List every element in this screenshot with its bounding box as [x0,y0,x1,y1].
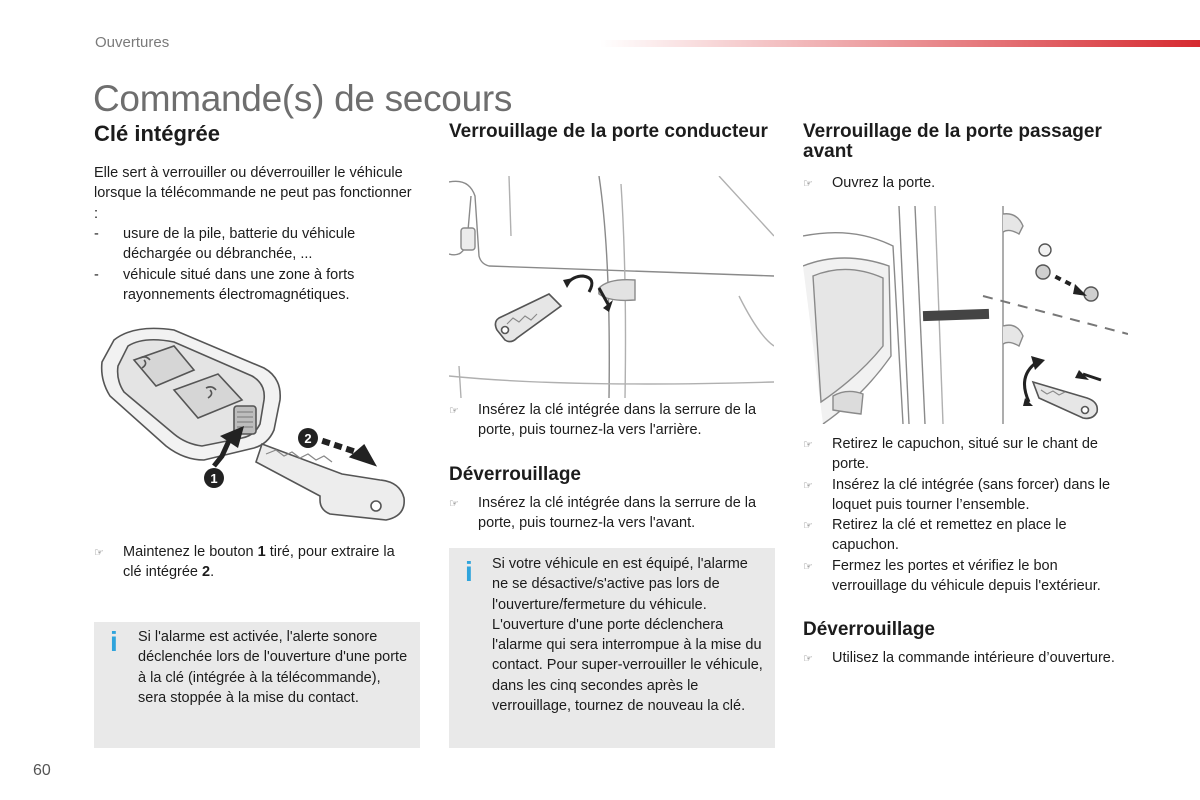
info-icon: i [465,556,473,587]
column-integrated-key [94,122,416,305]
info-box-super-lock [449,548,775,748]
column-passenger-door [803,122,1133,162]
list-item: ☞ Retirez le capuchon, situé sur le chant de porte. [803,436,1098,473]
key-insert-bar [923,309,989,321]
column-driver-door [449,122,779,142]
list-item: - usure de la pile, batterie du véhicule déchargée ou débranchée, ... [94,226,356,263]
pointing-finger-icon: ☞ [803,653,813,665]
pointing-finger-icon: ☞ [803,479,813,492]
list-item: ☞ Utilisez la commande intérieure d’ouverture. [803,648,1133,668]
page-title: Commande(s) de secours [93,78,513,119]
driver-door-illustration [449,176,774,398]
list-item: ☞ Maintenez le bouton 1 tiré, pour extraire la clé intégrée 2. [94,544,395,581]
heading-integrated-key: Clé intégrée [94,121,220,146]
key-blade [256,444,404,520]
header-accent-bar [600,40,1200,47]
heading-driver-door-lock: Verrouillage de la porte conducteur [449,121,768,142]
list-item: ☞ Fermez les portes et vérifiez le bon verrouillage du véhicule depuis l'extérieur. [803,557,1101,595]
pointing-finger-icon: ☞ [94,547,104,559]
cap-arrow [1054,275,1087,296]
intro-paragraph: Elle sert à verrouiller ou déverrouiller le véhicule lorsque la télécommande ne peut pas fonctionner : [94,165,412,222]
lock-cap [1036,244,1098,301]
pointing-finger-icon: ☞ [449,498,459,510]
heading-passenger-unlock: Déverrouillage [803,619,935,640]
passenger-key [1033,382,1097,418]
info-box-alarm [94,622,420,748]
callout-2 [298,428,318,448]
passenger-door-illustration [803,206,1128,424]
page-number: 60 [33,762,51,779]
reasons-list [94,224,416,305]
info-icon: i [110,626,118,657]
passenger-lock-steps [803,434,1133,596]
heading-driver-unlock: Déverrouillage [449,464,581,485]
list-item: ☞ Ouvrez la porte. [803,173,1133,193]
list-item: ☞ Insérez la clé intégrée dans la serrure de la porte, puis tournez-la vers l'arrière. [449,402,757,439]
passenger-unlock-steps [803,648,1133,668]
pointing-finger-icon: ☞ [803,178,813,190]
list-item: ☞ Insérez la clé intégrée dans la serrure de la porte, puis tournez-la vers l'avant. [449,495,757,532]
list-item: - véhicule situé dans une zone à forts rayonnements électromagnétiques. [94,266,355,303]
info-text: Si votre véhicule en est équipé, l'alarme ne se désactive/s'active pas lors de l'ouverture/fermeture du véhicule. L'ouverture d'une porte déclenchera l'alarme qui sera interrompue à la mise du contact. Pour super-verrouiller le véhicule, dans les cinq secondes après le verrouillage, tournez de nouveau la clé. [492,556,763,715]
section-label: Ouvertures [95,34,170,51]
key-fob-illustration [94,320,416,530]
info-text: Si l'alarme est activée, l'alerte sonore déclenchée lors de l'ouverture d'une porte à la clé (intégrée à la télécommande), sera stoppée à la mise du contact. [138,629,408,706]
callout-1-label: 1 [210,471,218,486]
door-key [495,294,561,342]
callout-2-label: 2 [304,431,312,446]
driver-lock-steps [449,400,775,441]
callout-1 [204,468,224,488]
list-item: ☞ Retirez la clé et remettez en place le capuchon. [803,517,1067,554]
driver-unlock-steps [449,493,775,534]
pointing-finger-icon: ☞ [803,439,813,451]
key-fob-body [102,328,281,460]
list-item: ☞ Insérez la clé intégrée (sans forcer) dans le loquet puis tourner l’ensemble. [803,476,1111,513]
key-extract-instruction [94,542,416,583]
pointing-finger-icon: ☞ [449,405,459,417]
open-door-step [803,173,1133,193]
heading-passenger-door-lock: Verrouillage de la porte passager avant [803,121,1102,162]
pointing-finger-icon: ☞ [803,520,813,533]
pointing-finger-icon: ☞ [803,560,813,573]
